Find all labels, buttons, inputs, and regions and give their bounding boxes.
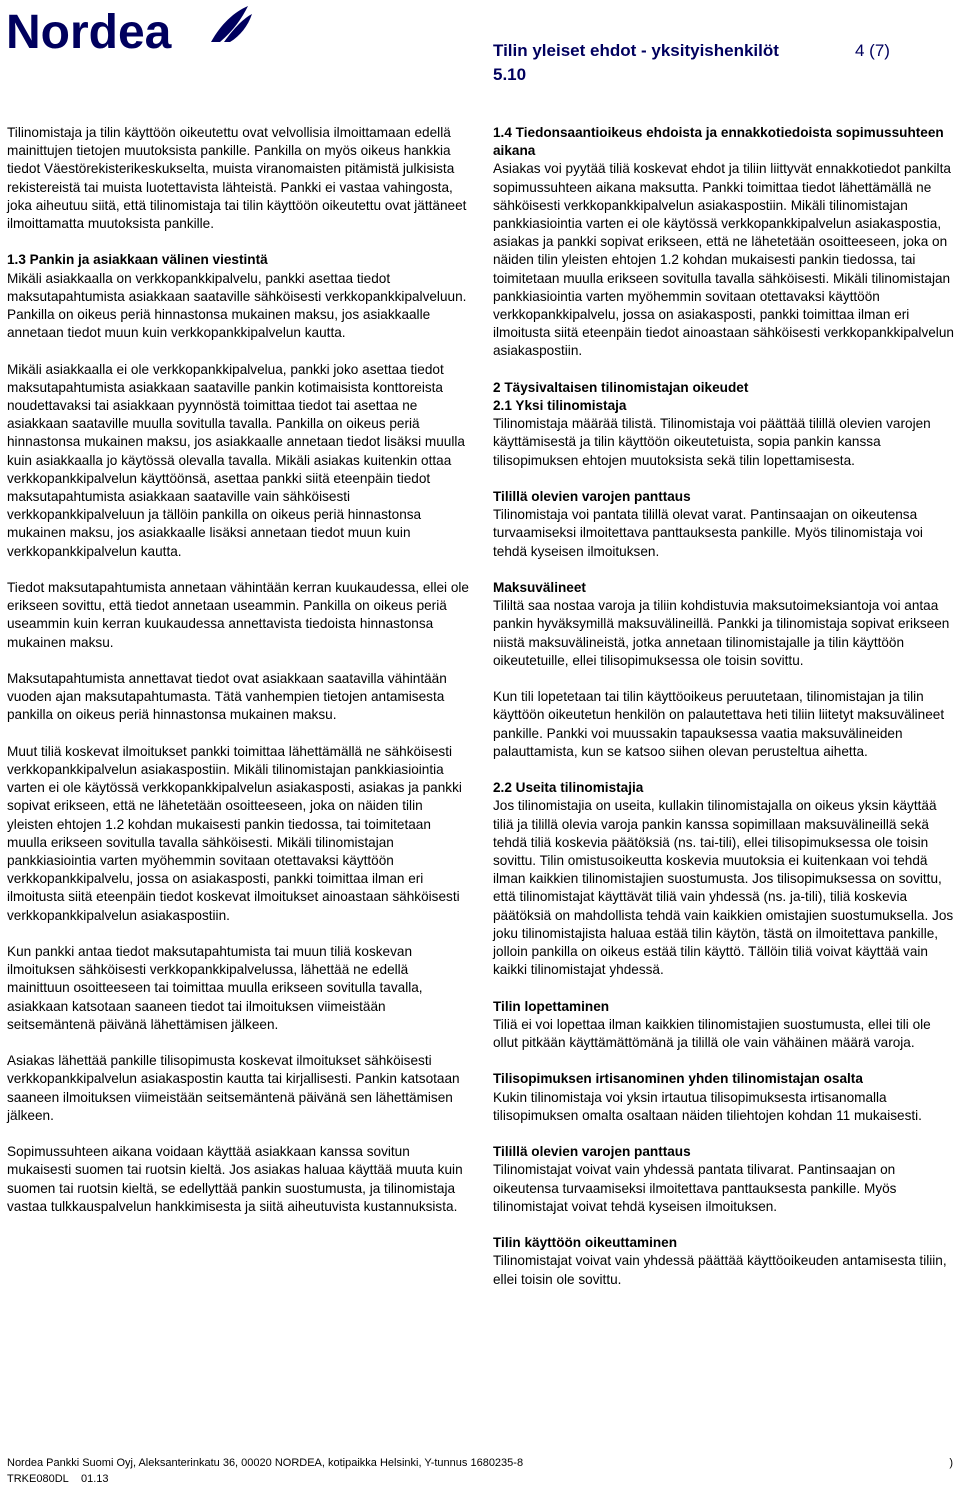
section-2-2-paragraph: Jos tilinomistajia on useita, kullakin tilinomistajalla on oikeus yksin käyttää tiliä ja tilillä olevia varoja pankin kanssa sopimillaan maksuvälineillä sekä tehdä tiliä koskevia päätöksiä (ns. tai-tili), ellei tilisopimuksessa ole toisin sovittu. Tilin omistusoikeutta koskevia muutoksia ei kuitenkaan voi tehdä ilman kaikkien tilinomistajien suostumusta. Jos tilisopimuksessa on sovittu, että tilinomistajat käyttävät tiliä vain yhdessä (ns. ja-tili), tiliä koskevia päätöksiä on mahdollista tehdä vain kaikkien omistajien suostumuksella. Jos joku tilinomistajista haluaa estää tilin käytön, tästä on ilmoitettava pankille, jolloin pankilla on oikeus estää tilin käyttö. Tällöin tiliä voivat käyttää vain kaikki tilinomistajat yhdessä. bbox=[493, 798, 954, 978]
logo-wordmark: Nordea bbox=[6, 6, 172, 59]
termination-section bbox=[493, 1070, 955, 1125]
usage-rights-paragraph: Tilinomistajat voivat vain yhdessä päättää käyttöoikeuden antamisesta tiliin, ellei toisin ole sovittu. bbox=[493, 1253, 947, 1287]
intro-section bbox=[7, 124, 469, 233]
section-1-3-heading: 1.3 Pankin ja asiakkaan välinen viestintä bbox=[7, 252, 268, 268]
section-1-3-block-3 bbox=[7, 579, 469, 652]
pledge-paragraph-2: Tilinomistajat voivat vain yhdessä pantata tilivarat. Pantinsaajan on oikeutensa turvaamiseksi ilmoitettava panttauksesta pankille. Myös tilinomistajat voivat tehdä kyseisen ilmoituksen. bbox=[493, 1162, 897, 1214]
section-1-3-block-8 bbox=[7, 1143, 469, 1216]
section-2-heading: 2 Täysivaltaisen tilinomistajan oikeudet bbox=[493, 379, 749, 395]
footer-company-line: Nordea Pankki Suomi Oyj, Aleksanterinkatu 36, 00020 NORDEA, kotipaikka Helsinki, Y-tunnus 1680235-8 bbox=[7, 1457, 524, 1469]
section-1-3-paragraph-5: Muut tiliä koskevat ilmoitukset pankki toimittaa lähettämällä ne sähköisesti verkkopankkipalvelun asiakaspostiin. Mikäli tilinomistajan pankkiasiointia varten ei ole käytössä verkkopankkipalvelun asiakasposti, asiakas ja pankki sopivat erikseen, että ne lähetetään osoitteeseen, joka on näiden tilin yleisten ehtojen 1.2 kohdan mukaisesti pankin tiedossa, tai toimitetaan muulla erikseen sovitulla tavalla sähköisesti. Mikäli tilinomistajan pankkiasiointia varten myöhemmin sovitaan otettavaksi käyttöön verkkopankkipalvelu, jossa on asiakasposti, pankki toimittaa ilman eri ilmoitusta siitä eteenpäin tiedot koskevat ilmoitukset ainoastaan sähköisesti verkkopankkipalvelun asiakaspostiin. bbox=[7, 743, 462, 923]
payment-instruments-paragraph-1: Tililtä saa nostaa varoja ja tiliin kohdistuvia maksutoimeksiantoja voi antaa pankin hyväksymillä maksuvälineillä. Pankki ja tilinomistaja sopivat erikseen niistä maksuvälineistä, jotka annetaan tilinomistajalle ja tilin käyttöön oikeutetuille, ellei tilisopimuksessa ole toisin sovittu. bbox=[493, 598, 950, 668]
payment-instruments-heading: Maksuvälineet bbox=[493, 580, 586, 596]
left-column bbox=[7, 124, 469, 1234]
section-2 bbox=[493, 379, 955, 470]
nordea-logo bbox=[6, 4, 256, 60]
termination-heading: Tilisopimuksen irtisanominen yhden tilinomistajan osalta bbox=[493, 1071, 863, 1087]
section-1-3-paragraph-1: Mikäli asiakkaalla on verkkopankkipalvelu, pankki asettaa tiedot maksutapahtumista asiakkaan saataville sähköisesti verkkopankkipalveluun. Pankilla on oikeus periä hinnastonsa mukainen maksu, jos asiakkaalle annetaan tiedot muun kuin verkkopankkipalvelun kautta. bbox=[7, 270, 467, 341]
pledge-heading-2: Tilillä olevien varojen panttaus bbox=[493, 1144, 691, 1160]
section-1-3-paragraph-3: Tiedot maksutapahtumista annetaan vähintään kerran kuukaudessa, ellei ole erikseen sovittu, että tiedot annetaan useammin. Pankilla on oikeus periä useammin kuin kerran kuukaudessa annettavista tiedoista hinnastonsa mukainen maksu. bbox=[7, 580, 469, 650]
intro-paragraph: Tilinomistaja ja tilin käyttöön oikeutettu ovat velvollisia ilmoittamaan edellä mainittujen tietojen muutoksista pankille. Pankilla on myös oikeus hankkia tiedot Väestörekisterikeskukselta, muista viranomaisten pitämistä julkisista rekistereistä tai muista luotettavista lähteistä. Pankki ei vastaa vahingosta, joka aiheutuu siitä, että tilinomistaja tai tilin käyttöön oikeutettu ovat jättäneet ilmoittamatta muutoksista pankille. bbox=[7, 125, 467, 232]
pledge-paragraph-1: Tilinomistaja voi pantata tilillä olevat varat. Pantinsaajan on oikeutensa turvaamiseksi ilmoitettava panttauksesta pankille. Myös tilinomistaja voi tehdä kyseisen ilmoituksen. bbox=[493, 507, 923, 559]
section-1-3 bbox=[7, 251, 469, 342]
document-version: 5.10 bbox=[493, 65, 527, 84]
pledge-heading-1: Tilillä olevien varojen panttaus bbox=[493, 489, 691, 505]
footer-form-date: 01.13 bbox=[81, 1473, 109, 1485]
document-title bbox=[493, 39, 813, 87]
section-1-3-paragraph-6: Kun pankki antaa tiedot maksutapahtumista tai muun tiliä koskevan ilmoituksen sähköisesti verkkopankkipalvelussa, lähettää ne edellä mainittuun osoitteeseen tai toimittaa muulla erikseen sovitulla tavalla, asiakkaan katsotaan saaneen tiedot tai ilmoituksen viimeistään seitsemäntenä päivänä lähettämisen jälkeen. bbox=[7, 944, 423, 1032]
footer-trailing-mark: ) bbox=[949, 1457, 953, 1469]
account-closing-paragraph: Tiliä ei voi lopettaa ilman kaikkien tilinomistajien suostumusta, ellei tili ole ollut pitkään käyttämättömänä ja tilillä ole vain vähäinen määrä varoja. bbox=[493, 1016, 931, 1051]
page-footer bbox=[7, 1455, 952, 1487]
section-1-4-heading: 1.4 Tiedonsaantioikeus ehdoista ja ennakkotiedoista sopimussuhteen aikana bbox=[493, 125, 944, 159]
page-number: 4 (7) bbox=[855, 41, 890, 60]
nordea-logo-mark bbox=[6, 4, 256, 60]
section-1-3-block-2 bbox=[7, 361, 469, 561]
pledge-section-1 bbox=[493, 488, 955, 561]
payment-instruments-paragraph-2: Kun tili lopetetaan tai tilin käyttöoikeus peruutetaan, tilinomistajan ja tilin käyttöön oikeutetun henkilön on palautettava heti tiliin liitetyt maksuvälineet pankille. Pankki voi muussakin tapauksessa vaatia maksuvälineiden palauttamista, kun se katsoo siihen olevan perusteltua aihetta. bbox=[493, 689, 945, 759]
section-1-4-paragraph: Asiakas voi pyytää tiliä koskevat ehdot ja tiliin liittyvät ennakkotiedot pankilta sopimussuhteen aikana maksutta. Pankki toimittaa tiedot lähettämällä ne sähköisesti verkkopankkipalvelun asiakaspostiin. Mikäli tilinomistajan pankkiasiointia varten ei ole käytössä verkkopankkipalvelun asiakaspostia, asiakas ja pankki sopivat erikseen, että ne lähetetään osoitteeseen, joka on näiden tilin yleisten ehtojen 1.2 kohdan mukaisesti pankin tiedossa, tai toimitetaan muulla erikseen sovitulla tavalla sähköisesti. Mikäli tilinomistajan pankkiasiointia varten myöhemmin sovitaan otettavaksi käyttöön verkkopankkipalvelu, jossa on asiakasposti, pankki toimittaa ilman eri ilmoitusta siitä eteenpäin tiedot ainoastaan sähköisesti verkkopankkipalvelun asiakaspostiin. bbox=[493, 161, 954, 359]
section-1-3-paragraph-2: Mikäli asiakkaalla ei ole verkkopankkipalvelua, pankki joko asettaa tiedot maksutapahtumista asiakkaan saataville pankin kotimaisista konttoreista noudettavaksi tai asiakkaan pyynnöstä toimittaa tiedot tai asettaa ne asiakkaan saataville muulla sovitulla tavalla. Pankilla on oikeus periä hinnastonsa mukainen maksu, jos asiakkaalle annetaan tiedot lisäksi muulla kuin asiakkaalla jo käytössä olevalla tavalla. Mikäli asiakas kuitenkin ottaa verkkopankkipalvelun käyttöönsä, asettaa pankki siitä eteenpäin tiedot maksutapahtumista asiakkaan saataville vain sähköisesti verkkopankkipalveluun ja tällöin pankilla on oikeus periä hinnastonsa mukainen maksu, jos asiakkaalle lisäksi annetaan tiedot muun kuin verkkopankkipalvelun kautta. bbox=[7, 361, 465, 559]
usage-rights-heading: Tilin käyttöön oikeuttaminen bbox=[493, 1235, 678, 1251]
section-1-3-paragraph-7: Asiakas lähettää pankille tilisopimusta koskevat ilmoitukset sähköisesti verkkopankkipalvelun asiakaspostin kautta tai kirjallisesti. Pankin katsotaan saaneen ilmoituksen viimeistään seitsemäntenä päivänä sen lähettämisen jälkeen. bbox=[7, 1053, 460, 1123]
section-1-3-block-6 bbox=[7, 943, 469, 1034]
section-2-1-paragraph: Tilinomistaja määrää tilistä. Tilinomistaja voi päättää tilillä olevien varojen käyttämisestä ja tilin käyttöön oikeutetuista, sopia pankin kanssa tilisopimuksen ehtojen muutoksista sekä tilin lopettamisesta. bbox=[493, 416, 931, 468]
section-2-2-heading: 2.2 Useita tilinomistajia bbox=[493, 780, 644, 796]
section-1-3-paragraph-8: Sopimussuhteen aikana voidaan käyttää asiakkaan kanssa sovitun mukaisesti suomen tai ruotsin kieltä. Jos asiakas haluaa käyttää muuta kuin suomen tai ruotsin kieltä, se edellyttää pankin suostumusta, ja tilinomistaja vastaa tulkkauspalvelun hankkimisesta ja siitä aiheutuvista kustannuksista. bbox=[7, 1144, 463, 1214]
section-2-2 bbox=[493, 779, 955, 979]
right-column bbox=[493, 124, 955, 1307]
section-1-3-block-5 bbox=[7, 743, 469, 925]
document-title-line1: Tilin yleiset ehdot - yksityishenkilöt bbox=[493, 41, 779, 60]
section-2-1-heading: 2.1 Yksi tilinomistaja bbox=[493, 398, 627, 414]
section-1-3-paragraph-4: Maksutapahtumista annettavat tiedot ovat asiakkaan saatavilla vähintään vuoden ajan maksutapahtumasta. Tätä vanhempien tietojen antamisesta pankilla on oikeus periä hinnastonsa mukainen maksu. bbox=[7, 671, 447, 723]
section-1-4 bbox=[493, 124, 955, 361]
section-1-3-block-4 bbox=[7, 670, 469, 725]
pledge-section-2 bbox=[493, 1143, 955, 1216]
section-1-3-block-7 bbox=[7, 1052, 469, 1125]
payment-instruments-section bbox=[493, 579, 955, 670]
account-closing-section bbox=[493, 998, 955, 1053]
usage-rights-section bbox=[493, 1234, 955, 1289]
footer-form-info bbox=[7, 1471, 952, 1487]
termination-paragraph: Kukin tilinomistaja voi yksin irtautua tilisopimuksesta irtisanomalla tilisopimuksen omalta osaltaan näiden tiliehtojen kohdan 11 mukaisesti. bbox=[493, 1089, 922, 1123]
footer-form-code: TRKE080DL bbox=[7, 1473, 69, 1485]
account-closing-heading: Tilin lopettaminen bbox=[493, 998, 610, 1014]
payment-instruments-block-2 bbox=[493, 688, 955, 761]
